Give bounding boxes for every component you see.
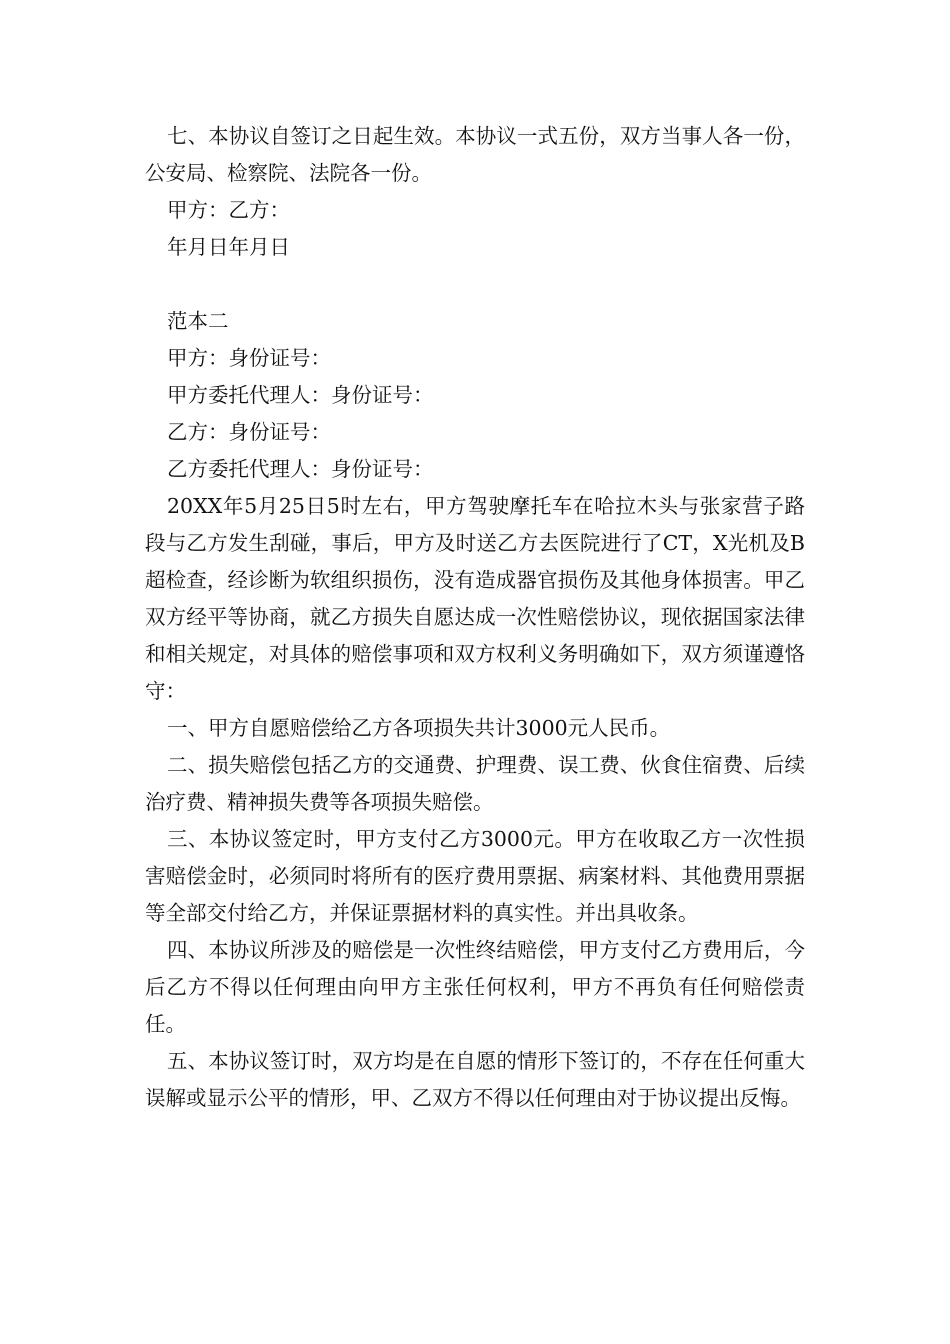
clause-four: 四、本协议所涉及的赔偿是一次性终结赔偿，甲方支付乙方费用后，今后乙方不得以任何理由向甲方主张任何权利，甲方不再负有任何赔偿责任。	[145, 938, 805, 1036]
clause-five: 五、本协议签订时，双方均是在自愿的情形下签订的，不存在任何重大误解或显示公平的情形，甲、乙双方不得以任何理由对于协议提出反悔。	[145, 1049, 805, 1110]
signature-dates: 年月日年月日	[167, 235, 290, 259]
party-b-id-line: 乙方：身份证号：	[167, 420, 331, 444]
incident-description: 20XX年5月25日5时左右，甲方驾驶摩托车在哈拉木头与张家营子路段与乙方发生刮碰，事后，甲方及时送乙方去医院进行了CT，X光机及B超检查，经诊断为软组织损伤，没有造成器官损伤及其他身体损害。甲乙双方经平等协商，就乙方损失自愿达成一次性赔偿协议，现依据国家法律和相关规定，对具体的赔偿事项和双方权利义务明确如下，双方须谨遵恪守：	[145, 494, 805, 703]
signature-parties: 甲方：乙方：	[167, 198, 290, 222]
section-gap	[145, 266, 805, 303]
party-a-agent-id-line: 甲方委托代理人：身份证号：	[167, 383, 434, 407]
clause-three: 三、本协议签定时，甲方支付乙方3000元。甲方在收取乙方一次性损害赔偿金时，必须同时将所有的医疗费用票据、病案材料、其他费用票据等全部交付给乙方，并保证票据材料的真实性。并出具收条。	[145, 827, 805, 925]
clause-one: 一、甲方自愿赔偿给乙方各项损失共计3000元人民币。	[167, 716, 671, 740]
template-title: 范本二	[167, 309, 229, 333]
clause-seven: 七、本协议自签订之日起生效。本协议一式五份，双方当事人各一份，公安局、检察院、法院各一份。	[145, 124, 805, 185]
clause-two: 二、损失赔偿包括乙方的交通费、护理费、误工费、伙食住宿费、后续治疗费、精神损失费等各项损失赔偿。	[145, 753, 805, 814]
party-a-id-line: 甲方：身份证号：	[167, 346, 331, 370]
document-body	[145, 118, 805, 1117]
party-b-agent-id-line: 乙方委托代理人：身份证号：	[167, 457, 434, 481]
